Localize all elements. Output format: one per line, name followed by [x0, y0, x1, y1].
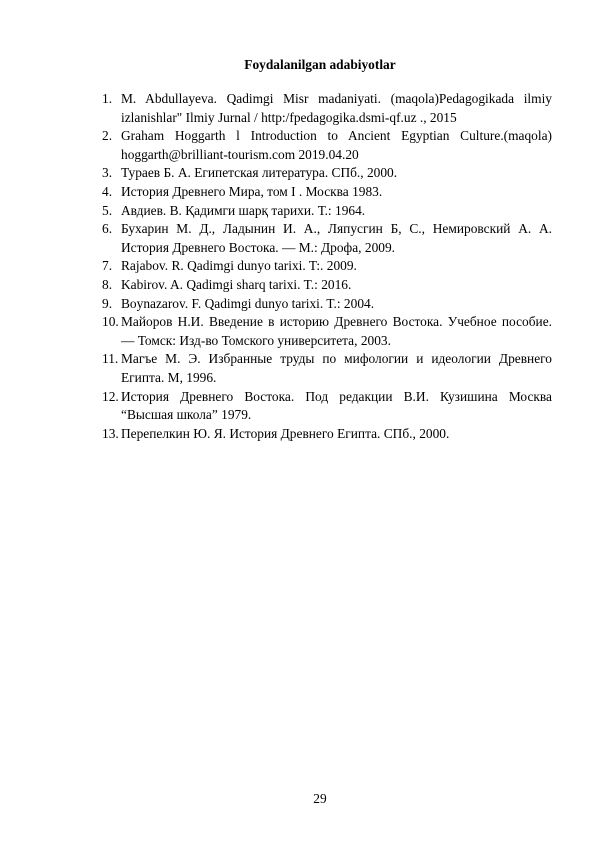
reference-item — [102, 164, 552, 183]
reference-text: Rajabov. R. Qadimgi dunyo tarixi. T:. 2009. — [121, 258, 357, 274]
reference-item — [102, 90, 552, 127]
reference-item — [102, 350, 552, 387]
reference-number: 8. — [102, 276, 113, 292]
page-title: Foydalanilgan adabiyotlar — [244, 57, 396, 72]
reference-number: 3. — [102, 165, 113, 181]
reference-text: Бухарин М. Д., Ладынин И. А., Ляпусгин Б, С., Немировский А. А. История Древнего Востока. — М.: Дрофа, 2009. — [121, 221, 552, 255]
reference-text: История Древнего Востока. Под редакции В.И. Кузишина Москва “Высшая школа” 1979. — [121, 388, 552, 423]
reference-number: 12. — [102, 388, 119, 404]
reference-item — [102, 276, 552, 295]
reference-number: 11. — [102, 351, 119, 367]
reference-text: Тураев Б. А. Египетская литература. СПб., 2000. — [121, 165, 398, 181]
reference-number: 6. — [102, 221, 113, 237]
reference-text: Boynazarov. F. Qadimgi dunyo tarixi. T.: 2004. — [121, 295, 375, 311]
reference-number: 2. — [102, 128, 113, 144]
reference-item — [102, 313, 552, 350]
reference-text: Graham Hoggarth l Introduction to Ancient Egyptian Culture.(maqola) hoggarth@brilliant-tourism.com 2019.04.20 — [121, 128, 552, 162]
reference-item — [102, 257, 552, 276]
reference-text: История Древнего Мира, том I . Москва 1983. — [121, 183, 383, 199]
reference-number: 13. — [102, 425, 119, 441]
reference-item — [102, 183, 552, 202]
reference-number: 1. — [102, 91, 113, 106]
reference-number: 9. — [102, 295, 113, 311]
reference-item — [102, 295, 552, 314]
reference-item — [102, 202, 552, 221]
reference-text: Перепелкин Ю. Я. История Древнего Египта. СПб., 2000. — [121, 425, 450, 441]
reference-number: 5. — [102, 202, 113, 218]
reference-item — [102, 127, 552, 164]
reference-number: 7. — [102, 258, 113, 274]
reference-number: 10. — [102, 314, 119, 330]
reference-text: Магъе М. Э. Избранные труды по мифологии и идеологии Древнего Египта. М, 1996. — [121, 351, 552, 385]
reference-number: 4. — [102, 183, 113, 199]
reference-text: Kabirov. A. Qadimgi sharq tarixi. T.: 2016. — [121, 276, 352, 292]
page-number: 29 — [313, 791, 327, 806]
reference-item — [102, 220, 552, 257]
reference-text: M. Abdullayeva. Qadimgi Misr madaniyati. (maqola)Pedagogikada ilmiy izlanishlar" Ilmiy Jurnal / http:/fpedagogika.dsmi-qf.uz ., 2015 — [121, 91, 552, 125]
reference-item — [102, 388, 552, 425]
reference-text: Майоров Н.И. Введение в историю Древнего Востока. Учебное пособие. — Томск: Изд-во Томского университета, 2003. — [121, 314, 552, 348]
reference-text: Авдиев. В. Қадимги шарқ тарихи. Т.: 1964. — [121, 202, 366, 218]
reference-item — [102, 425, 552, 444]
references-list — [102, 90, 552, 443]
